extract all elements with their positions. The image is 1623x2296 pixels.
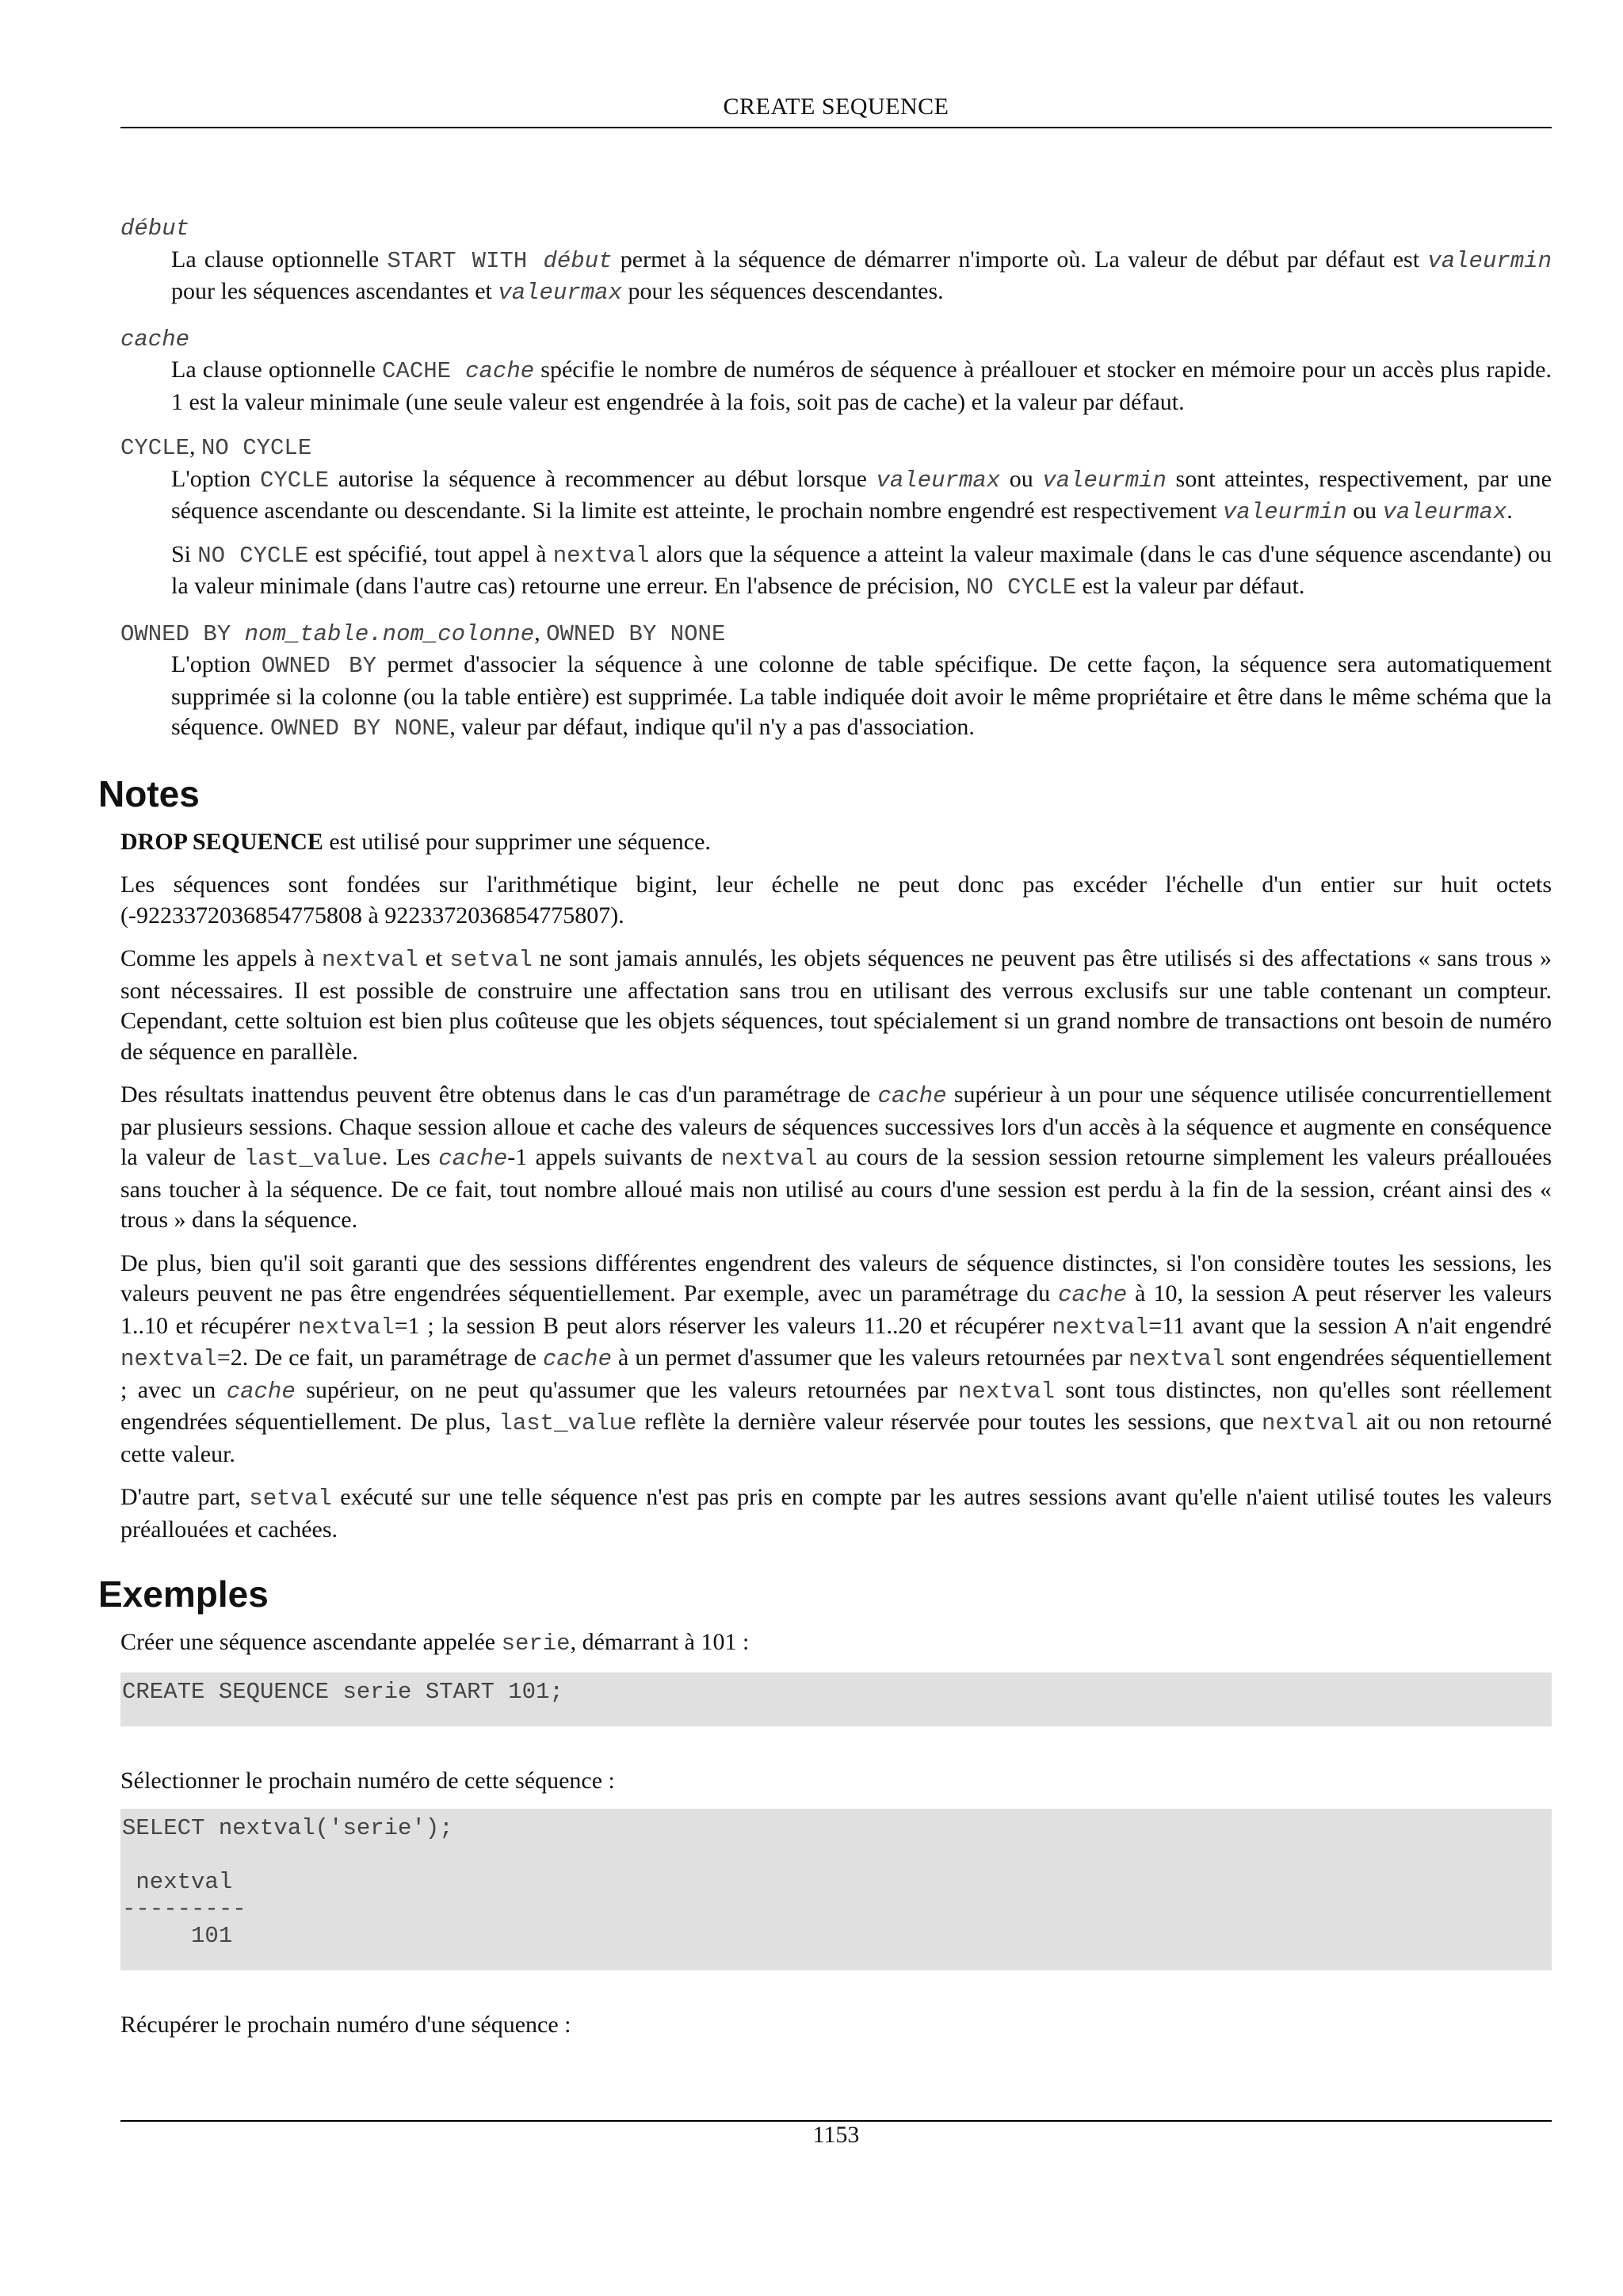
text-run: , démarrant à 101 : — [570, 1629, 750, 1655]
text-run: au cours de la session session retourne simplement les valeurs préallouées sans toucher à la séquence. De ce fait, tout nombre alloué mais non utilisé au cours d'une session est perdu à la fin de la session, créant ainsi des « trous » dans la séquence. — [120, 1144, 1552, 1233]
placeholder-term: début — [543, 247, 613, 274]
param-term — [120, 618, 1552, 650]
text-run: permet à la séquence de démarrer n'importe où. La valeur de début par défaut est — [612, 246, 1428, 273]
param-paragraph — [171, 464, 1552, 528]
text-run: sont tous distinctes, non qu'elles sont réellement engendrées séquentiellement. De plus, — [120, 1376, 1552, 1435]
placeholder-term: valeurmin — [1222, 499, 1347, 525]
code-term: nextval — [321, 947, 418, 973]
text-run: spécifie le nombre de numéros de séquence à préallouer et stocker en mémoire pour un accès plus rapide. 1 est la valeur minimale (une seule valeur est engendrée à la fois, soit pas de cache) et la valeur par défaut. — [171, 357, 1552, 415]
text-run: est la valeur par défaut. — [1076, 573, 1305, 599]
code-term: nextval — [297, 1314, 395, 1341]
text-run: est spécifié, tout appel à — [308, 540, 553, 567]
text-run: est utilisé pour supprimer une séquence. — [323, 828, 711, 855]
placeholder-term: valeurmax — [498, 280, 622, 306]
note-paragraph — [120, 1249, 1552, 1470]
code-term: CYCLE — [259, 467, 329, 494]
code-term: nextval — [1261, 1410, 1358, 1436]
param-description — [171, 355, 1552, 418]
note-paragraph — [120, 1080, 1552, 1236]
code-term: NO CYCLE — [197, 542, 309, 569]
text-run: , — [534, 619, 547, 646]
placeholder-term: cache — [438, 1146, 508, 1172]
text-run: alors que la séquence a atteint la valeur maximale (dans le cas d'une séquence ascendante) ou la valeur minimale (dans l'autre cas) retourne une erreur. En l'absence de précision, — [171, 540, 1552, 599]
param-paragraph — [171, 540, 1552, 604]
param-term — [120, 212, 1552, 245]
code-term: OWNED BY — [120, 620, 245, 647]
param-paragraph — [171, 355, 1552, 418]
text-run: exécuté sur une telle séquence n'est pas pris en compte par les autres sessions avant qu'elle n'aient utilisé toutes les valeurs préallouées et cachées. — [120, 1484, 1552, 1543]
param-term — [120, 432, 1552, 464]
code-term: nextval — [1128, 1346, 1225, 1372]
note-paragraph — [120, 870, 1552, 931]
text-run: =1 ; la session B peut alors réserver les valeurs 11..20 et récupérer — [394, 1312, 1052, 1339]
text-run: . Les — [381, 1144, 439, 1170]
text-run: autorise la séquence à recommencer au début lorsque — [329, 465, 876, 492]
text-run: De plus, bien qu'il soit garanti que des sessions différentes engendrent des valeurs de séquence distinctes, si l'on considère toutes les sessions, les valeurs peuvent ne pas être engendrées séquentiellement. Par exemple, avec un paramétrage du — [120, 1249, 1552, 1306]
parameter-list — [98, 212, 1552, 745]
example-intro-2 — [120, 1766, 1552, 1797]
text-run: et — [418, 945, 450, 971]
param-paragraph — [171, 245, 1552, 309]
text-run: ou — [1346, 498, 1383, 524]
text-run: -1 appels suivants de — [507, 1144, 721, 1170]
text-run: =11 avant que la session A n'ait engendré — [1148, 1312, 1552, 1339]
code-term: OWNED BY — [261, 653, 376, 679]
text-run: sont atteintes, respectivement, par une séquence ascendante ou descendante. Si la limite est atteinte, le prochain nombre engendré est respectivement — [171, 465, 1552, 524]
example-intro-3 — [120, 2010, 1552, 2041]
notes-section — [98, 827, 1552, 1546]
code-term: serie — [501, 1630, 571, 1657]
text-run: à un permet d'assumer que les valeurs retournées par — [611, 1344, 1128, 1371]
text-run: La clause optionnelle — [171, 246, 388, 273]
running-header: CREATE SEQUENCE — [723, 93, 949, 120]
param-description — [171, 464, 1552, 604]
placeholder-term: valeurmax — [876, 467, 1001, 494]
placeholder-term: valeurmin — [1042, 467, 1167, 494]
example-intro-1 — [120, 1627, 1552, 1660]
code-term: NO CYCLE — [201, 435, 312, 461]
text-run: L'option — [171, 465, 260, 492]
code-block-select: SELECT nextval('serie'); nextval --------- 101 — [120, 1809, 1552, 1970]
code-term: nextval — [1052, 1314, 1149, 1341]
text-run: Les séquences sont fondées sur l'arithmétique bigint, leur échelle ne peut donc pas excéder l'échelle d'un entier sur huit octets (-9223372036854775808 à 9223372036854775807). — [120, 871, 1552, 929]
text-run: reflète la dernière valeur réservée pour toutes les sessions, que — [636, 1409, 1262, 1435]
text-run: ne sont jamais annulés, les objets séquences ne peuvent pas être utilisés si des affectations « sans trous » sont nécessaires. Il est possible de construire une affectation sans trou en utilisant des verrous exclusifs sur une table contenant un compteur. Cependant, cette soltuion est bien plus coûteuse que les objets séquences, tout spécialement si un grand nombre de transactions ont besoin de numéro de séquence en parallèle. — [120, 945, 1552, 1065]
text-run: D'autre part, — [120, 1484, 250, 1510]
text-run: sont engendrées séquentiellement ; avec un — [120, 1344, 1552, 1403]
code-term: CYCLE — [120, 435, 190, 461]
notes-heading: Notes — [98, 772, 200, 814]
text-run: L'option — [171, 651, 262, 677]
param-description — [171, 245, 1552, 309]
code-term: NO CYCLE — [965, 574, 1077, 601]
code-term: last_value — [498, 1410, 637, 1436]
param-term — [120, 323, 1552, 356]
code-term: nextval — [720, 1146, 818, 1172]
placeholder-term: cache — [1058, 1282, 1128, 1308]
placeholder-term: cache — [226, 1378, 296, 1405]
code-term: OWNED BY NONE — [269, 715, 450, 742]
code-term: CACHE — [382, 358, 466, 384]
page-content — [98, 212, 1552, 2054]
command-name: DROP SEQUENCE — [120, 828, 323, 855]
text-run: Si — [171, 540, 198, 567]
text-run: pour les séquences ascendantes et — [171, 278, 498, 304]
text-run: Comme les appels à — [120, 945, 322, 971]
text-run: , — [189, 433, 202, 460]
page-number: 1153 — [812, 2122, 860, 2148]
param-description — [171, 650, 1552, 745]
text-run: ou — [1000, 465, 1043, 492]
code-block-create: CREATE SEQUENCE serie START 101; — [120, 1672, 1552, 1726]
text-run: La clause optionnelle — [171, 357, 383, 383]
code-term: last_value — [243, 1146, 382, 1172]
text-run: , valeur par défaut, indique qu'il n'y a pas d'association. — [449, 714, 975, 740]
placeholder-term: valeurmin — [1427, 247, 1552, 274]
text-run: supérieur, on ne peut qu'assumer que les valeurs retournées par — [295, 1376, 959, 1403]
code-term: nextval — [958, 1378, 1055, 1405]
note-paragraph — [120, 827, 1552, 858]
code-term: setval — [249, 1486, 332, 1512]
note-paragraph — [120, 944, 1552, 1067]
text-run: permet d'associer la séquence à une colonne de table spécifique. De cette façon, la séquence sera automatiquement supprimée si la colonne (ou la table entière) est supprimée. La table indiquée doit avoir le même propriétaire et être dans le même schéma que la séquence. — [171, 651, 1552, 740]
header-rule — [120, 127, 1552, 128]
text-run: ait ou non retourné cette valeur. — [120, 1409, 1552, 1467]
placeholder-term: cache — [877, 1083, 947, 1109]
text-run: Créer une séquence ascendante appelée — [120, 1629, 502, 1655]
param-paragraph — [171, 650, 1552, 745]
code-term: setval — [449, 947, 533, 973]
text-run: à 10, la session A peut réserver les valeurs 1..10 et récupérer — [120, 1280, 1552, 1339]
code-term: nextval — [552, 542, 650, 569]
placeholder-term: nom_table.nom_colonne — [244, 620, 535, 647]
code-term: nextval — [120, 1346, 217, 1372]
placeholder-term: valeurmax — [1382, 499, 1507, 525]
text-run: =2. De ce fait, un paramétrage de — [216, 1344, 543, 1371]
text-run: pour les séquences descendantes. — [621, 278, 944, 304]
text-run: Sélectionner le prochain numéro de cette séquence : — [120, 1767, 615, 1794]
text-run: supérieur à un pour une séquence utilisée concurrentiellement par plusieurs sessions. Chaque session alloue et cache des valeurs de séquences successives lors d'un accès à la séquence et augmente en conséquence la valeur de — [120, 1081, 1552, 1170]
placeholder-term: cache — [120, 326, 190, 353]
code-term: START WITH — [387, 247, 544, 274]
text-run: Des résultats inattendus peuvent être obtenus dans le cas d'un paramétrage de — [120, 1081, 878, 1108]
placeholder-term: cache — [542, 1346, 612, 1372]
placeholder-term: début — [120, 215, 190, 242]
placeholder-term: cache — [465, 358, 535, 384]
text-run: . — [1507, 498, 1513, 524]
note-paragraph — [120, 1482, 1552, 1545]
examples-heading: Exemples — [98, 1573, 269, 1615]
code-term: OWNED BY NONE — [546, 620, 726, 647]
text-run: Récupérer le prochain numéro d'une séquence : — [120, 2012, 571, 2038]
